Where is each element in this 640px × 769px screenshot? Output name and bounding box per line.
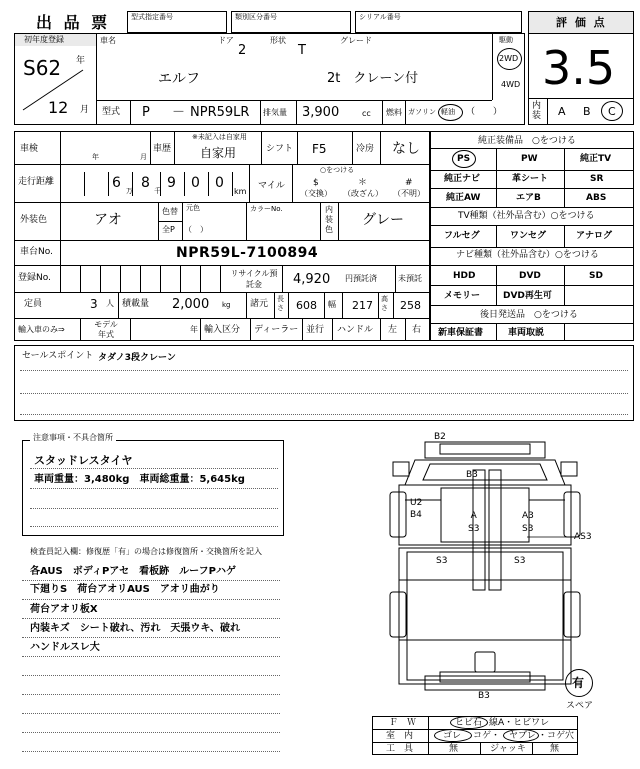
- equip-tv: 純正TV: [580, 154, 612, 164]
- registration-label: 初年度登録: [24, 35, 64, 44]
- inspector-label: 検査員記入欄：修復歴「有」の場合は修復箇所・交換箇所を記入: [30, 547, 262, 556]
- mileage-digit-4: 0: [191, 175, 200, 191]
- chassis-number: NPR59L-7100894: [176, 245, 319, 261]
- diag-front: B2: [434, 432, 446, 442]
- load-capacity: 2,000: [172, 297, 210, 312]
- interior-color: グレー: [362, 212, 404, 228]
- width: 217: [352, 299, 373, 312]
- mileage-digit-5: 0: [215, 175, 224, 191]
- rating-score: 3.5: [542, 41, 616, 95]
- registration-era: S62: [23, 56, 62, 80]
- vehicle-history: 自家用: [200, 146, 237, 160]
- equip-navi: 純正ナビ: [444, 174, 481, 184]
- sheet-title: 出 品 票: [36, 13, 111, 32]
- body-shape: T: [298, 43, 306, 58]
- fuel-diesel: 軽油: [441, 108, 455, 116]
- equip-aw: 純正AW: [446, 193, 481, 203]
- inspector-line-3: 荷台アオリ板X: [30, 604, 98, 615]
- diag-right-mid: S3: [514, 556, 526, 566]
- exterior-color: アオ: [94, 212, 122, 228]
- rating-label: 評 価 点: [556, 16, 607, 29]
- shift: F5: [312, 142, 327, 156]
- equip-ps: PS: [457, 154, 471, 164]
- fw-chip: ヒビ石: [455, 718, 483, 728]
- diag-left-mid: S3: [436, 556, 448, 566]
- inspector-line-4: 内装キズ シート破れ、汚れ 天張ウキ、破れ: [30, 623, 240, 634]
- diag-right-rear: AS3: [574, 532, 592, 542]
- rating-interior-label: 内装: [532, 101, 542, 121]
- height: 258: [400, 299, 421, 312]
- diag-left-front: U2 B4: [410, 498, 423, 520]
- length: 608: [296, 299, 317, 312]
- registration-month: 12: [48, 98, 69, 117]
- interior-tear: ヤブレ: [509, 731, 536, 741]
- equip-abs: ABS: [586, 193, 607, 203]
- aircon: なし: [392, 141, 420, 157]
- diag-roof: A S3: [468, 511, 480, 534]
- equip-leather: 革シート: [512, 174, 549, 184]
- mileage-digit-1: 6: [112, 175, 121, 191]
- sales-point-text: タダノ3段クレーン: [98, 353, 176, 363]
- spare-value: 有: [572, 676, 585, 690]
- door-count: 2: [238, 43, 247, 58]
- truck-diagram: [385, 440, 585, 705]
- car-grade: 2t クレーン付: [327, 71, 419, 86]
- rating-grade-a: A: [558, 105, 566, 118]
- displacement: 3,900: [302, 105, 340, 120]
- drive-2wd: 2WD: [499, 54, 519, 63]
- notes-line-1: スタッドレスタイヤ: [34, 454, 133, 467]
- recycle-deposit: 4,920: [293, 272, 331, 287]
- model-designation-label: 型式指定番号: [131, 13, 173, 21]
- spare-label: スペア: [566, 701, 594, 711]
- rating-grade-c: C: [608, 105, 616, 118]
- model-type: NPR59LR: [190, 105, 250, 120]
- notes-line-2: 車両重量：3,480kg 車両総重量：5,645kg: [34, 474, 245, 485]
- car-name: エルフ: [158, 71, 200, 87]
- equip-pw: PW: [521, 154, 538, 164]
- equip-sr: SR: [590, 174, 604, 184]
- mileage-digit-2: 8: [141, 175, 150, 191]
- capacity: 3: [90, 297, 98, 311]
- rating-grade-circle: [601, 101, 623, 121]
- diag-hood: B3: [466, 470, 478, 480]
- diag-rear: B3: [478, 691, 490, 701]
- mileage-digit-3: 9: [167, 175, 176, 191]
- inspector-line-5: ハンドルスレ大: [30, 642, 100, 653]
- inspector-line-2: 下廻りS 荷台アオリAUS アオリ曲がり: [30, 584, 220, 595]
- diag-right-front: A3 S3: [522, 511, 534, 534]
- inspector-line-1: 各AUS ボディPアセ 看板跡 ルーフPハゲ: [30, 566, 237, 577]
- rating-grade-b: B: [583, 105, 591, 118]
- interior-dirt: ゴレ: [443, 731, 462, 741]
- drive-4wd: 4WD: [501, 80, 521, 89]
- equip-airbag: エアB: [516, 193, 541, 203]
- serial-number-label: シリアル番号: [359, 13, 401, 21]
- category-number-label: 類別区分番号: [235, 13, 277, 21]
